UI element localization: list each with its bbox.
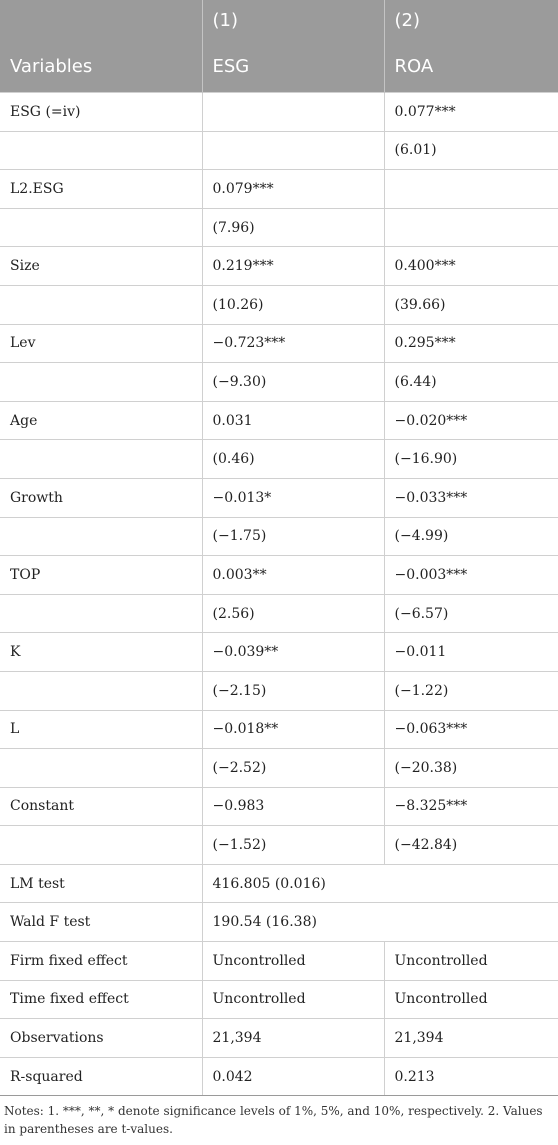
value-cell: (7.96) [202,208,384,247]
table-row [0,93,558,132]
value-cell: (−2.15) [202,671,384,710]
value-cell: 0.400*** [384,247,558,286]
value-cell: 21,394 [202,1019,384,1058]
table-row [0,517,558,556]
value-cell: (6.44) [384,363,558,402]
value-cell: 21,394 [384,1019,558,1058]
table-body [0,93,558,1096]
variable-cell: L [0,710,202,749]
variable-cell [0,517,202,556]
header-row-column-names [0,40,558,93]
table-header [0,0,558,93]
value-cell: 0.003** [202,556,384,595]
variable-cell [0,749,202,788]
value-cell: 416.805 (0.016) [202,864,558,903]
value-cell: 0.295*** [384,324,558,363]
value-cell: −0.003*** [384,556,558,595]
variable-cell [0,440,202,479]
value-cell: Uncontrolled [384,980,558,1019]
value-cell: 0.079*** [202,170,384,209]
value-cell: −0.063*** [384,710,558,749]
table-row [0,942,558,981]
variable-cell: K [0,633,202,672]
table-row [0,903,558,942]
value-cell: −0.013* [202,478,384,517]
value-cell: −8.325*** [384,787,558,826]
value-cell: (−4.99) [384,517,558,556]
value-cell [384,170,558,209]
value-cell: (0.46) [202,440,384,479]
table-notes: Notes: 1. ***, **, * denote significance levels of 1%, 5%, and 10%, respectively. 2. Values in parentheses are t-values. [4,1104,543,1137]
variable-cell: Constant [0,787,202,826]
table-row [0,864,558,903]
value-cell [202,131,384,170]
variable-cell [0,594,202,633]
value-cell: Uncontrolled [384,942,558,981]
value-cell: (−1.75) [202,517,384,556]
variable-cell [0,285,202,324]
value-cell: −0.983 [202,787,384,826]
variable-cell: Time fixed effect [0,980,202,1019]
value-cell: (−1.22) [384,671,558,710]
value-cell: (6.01) [384,131,558,170]
table-row [0,247,558,286]
value-cell: 0.213 [384,1057,558,1096]
variable-cell: Firm fixed effect [0,942,202,981]
variable-cell: Growth [0,478,202,517]
header-cell [0,0,202,40]
variable-cell [0,363,202,402]
variable-cell [0,131,202,170]
value-cell: (10.26) [202,285,384,324]
variable-cell: Size [0,247,202,286]
value-cell: −0.033*** [384,478,558,517]
value-cell: (39.66) [384,285,558,324]
table-row [0,363,558,402]
table-row [0,633,558,672]
value-cell [202,93,384,132]
value-cell: −0.011 [384,633,558,672]
header-cell: (1) [202,0,384,40]
table-row [0,170,558,209]
table-row [0,478,558,517]
value-cell: −0.018** [202,710,384,749]
table-row [0,826,558,865]
variable-cell [0,671,202,710]
header-row-column-numbers [0,0,558,40]
table-row [0,749,558,788]
header-cell: (2) [384,0,558,40]
value-cell: Uncontrolled [202,942,384,981]
value-cell: −0.020*** [384,401,558,440]
variable-cell: Wald F test [0,903,202,942]
value-cell: 0.042 [202,1057,384,1096]
value-cell: (−2.52) [202,749,384,788]
value-cell: 0.219*** [202,247,384,286]
value-cell [384,208,558,247]
variable-cell: LM test [0,864,202,903]
value-cell: (−42.84) [384,826,558,865]
table-row [0,131,558,170]
variable-cell: TOP [0,556,202,595]
value-cell: 0.031 [202,401,384,440]
value-cell: (−6.57) [384,594,558,633]
table-row [0,1057,558,1096]
table-row [0,556,558,595]
value-cell: −0.723*** [202,324,384,363]
value-cell: (2.56) [202,594,384,633]
variable-cell: Lev [0,324,202,363]
variable-cell: ESG (=iv) [0,93,202,132]
value-cell: (−16.90) [384,440,558,479]
variable-cell [0,208,202,247]
table-row [0,980,558,1019]
table-row [0,787,558,826]
value-cell: 0.077*** [384,93,558,132]
table-row [0,671,558,710]
value-cell: (−1.52) [202,826,384,865]
header-cell: ESG [202,40,384,93]
table-row [0,710,558,749]
table-row [0,208,558,247]
variable-cell: L2.ESG [0,170,202,209]
header-cell: Variables [0,40,202,93]
value-cell: −0.039** [202,633,384,672]
value-cell: (−9.30) [202,363,384,402]
table-row [0,594,558,633]
variable-cell: Observations [0,1019,202,1058]
table-row [0,324,558,363]
header-cell: ROA [384,40,558,93]
value-cell: 190.54 (16.38) [202,903,558,942]
variable-cell: R-squared [0,1057,202,1096]
table-row [0,285,558,324]
value-cell: Uncontrolled [202,980,384,1019]
table-row [0,1019,558,1058]
variable-cell: Age [0,401,202,440]
table-row [0,440,558,479]
table-row [0,401,558,440]
value-cell: (−20.38) [384,749,558,788]
variable-cell [0,826,202,865]
